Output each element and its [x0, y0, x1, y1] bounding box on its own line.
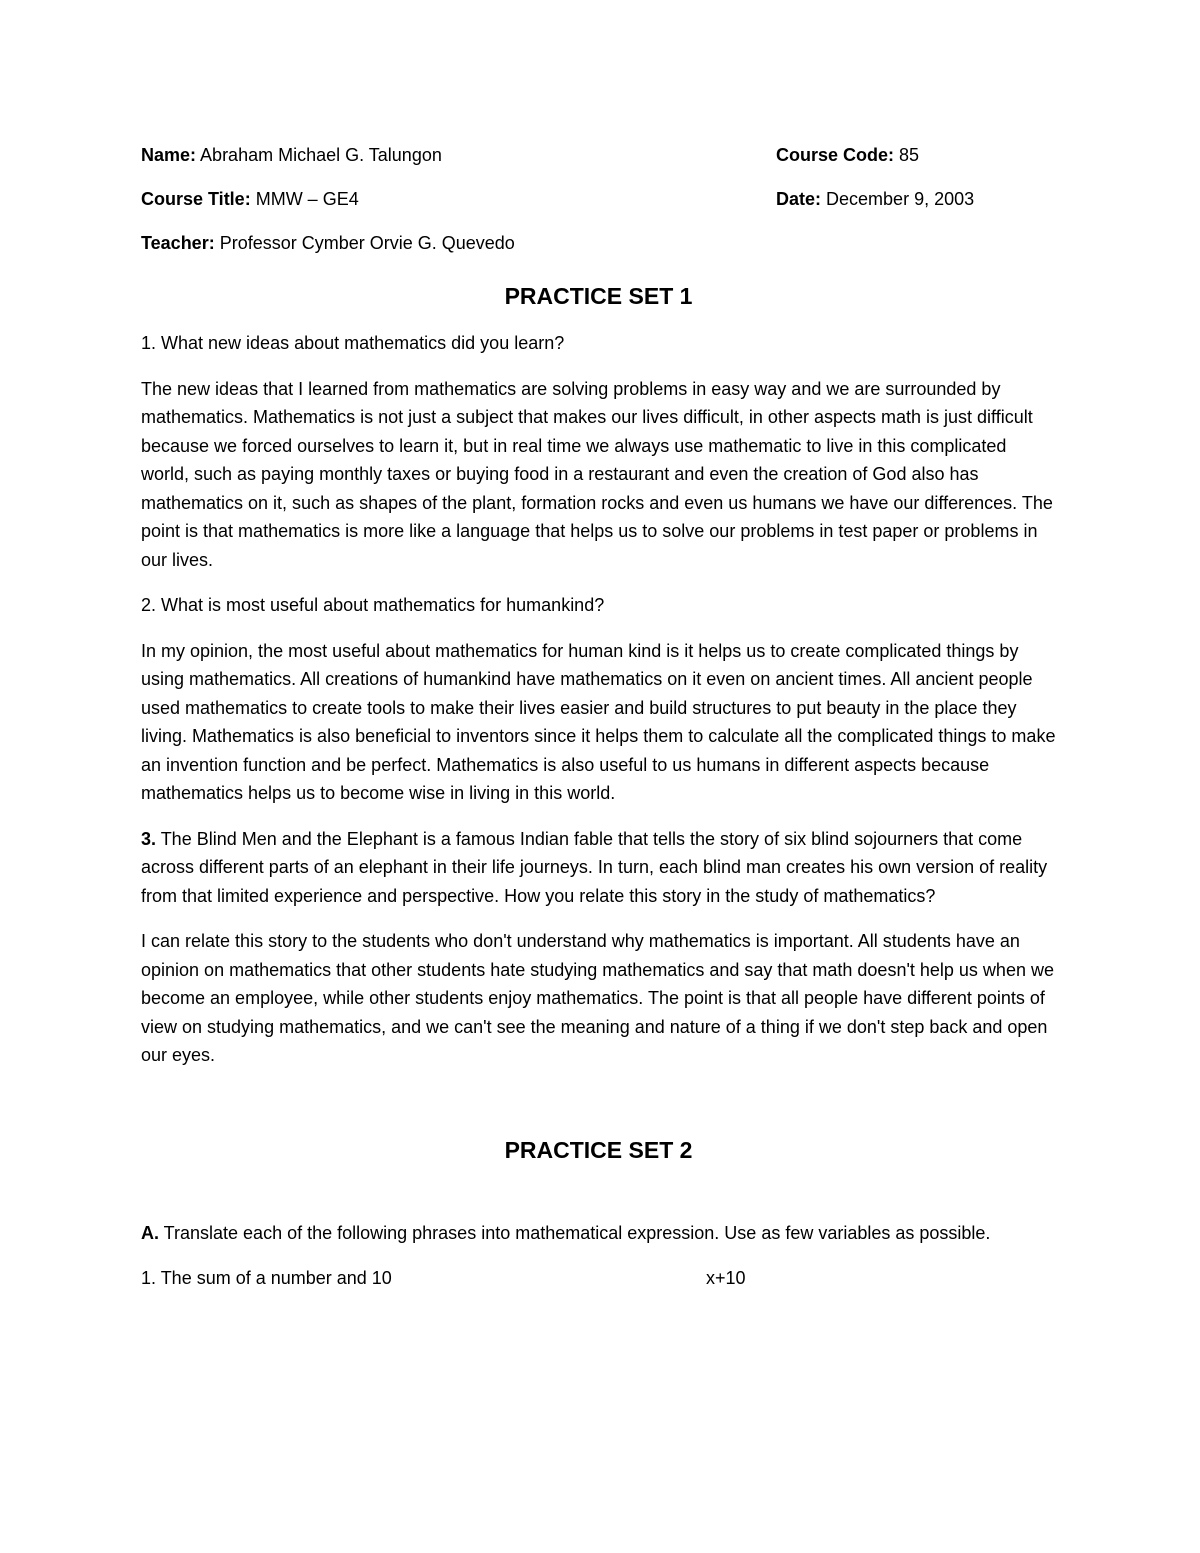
practice-set-1-title: PRACTICE SET 1 [504, 283, 693, 309]
teacher-field [141, 232, 515, 254]
header-row-2 [141, 188, 1056, 210]
course-code-label: Course Code: [776, 145, 895, 165]
part-a-label: A. [141, 1222, 159, 1243]
part-a-text: Translate each of the following phrases into mathematical expression. Use as few variables as possible. [159, 1222, 991, 1243]
question-3 [141, 825, 1056, 911]
answer-3: I can relate this story to the students who don't understand why mathematics is important. All students have an opinion on mathematics that other students hate studying mathematics and say that math doesn't help us when we become an employee, while other students enjoy mathematics. The point is that all people have different points of view on studying mathematics, and we can't see the meaning and nature of a thing if we don't step back and open our eyes. [141, 931, 1054, 1065]
course-title-value: MMW – GE4 [255, 189, 359, 209]
teacher-label: Teacher: [141, 233, 215, 253]
answer-2: In my opinion, the most useful about mathematics for human kind is it helps us to create complicated things by using mathematics. All creations of humankind have mathematics on it even on ancient times. All ancient people used mathematics to create tools to make their lives easier and build structures to put beauty in the place they living. Mathematics is also beneficial to inventors since it helps them to calculate all the complicated things to make an invention function and be perfect. Mathematics is also useful to us humans in different aspects because mathematics helps us to become wise in living in this world. [141, 640, 1056, 803]
name-value: Abraham Michael G. Talungon [200, 145, 442, 165]
question-1: 1. What new ideas about mathematics did you learn? [141, 333, 565, 353]
teacher-value: Professor Cymber Orvie G. Quevedo [219, 233, 515, 253]
name-label: Name: [141, 145, 197, 165]
header-row-1 [141, 144, 1056, 166]
header-row-3 [141, 232, 1056, 254]
date-value: December 9, 2003 [826, 189, 975, 209]
part-a-instructions [141, 1219, 1056, 1248]
date-label: Date: [776, 189, 822, 209]
answer-1: The new ideas that I learned from mathematics are solving problems in easy way and we are surrounded by mathematics. Mathematics is not just a subject that makes our lives difficult, in other aspects math is just difficult because we forced ourselves to learn it, but in real time we always use mathematic to live in this complicated world, such as paying monthly taxes or buying food in a restaurant and even the creation of God also has mathematics on it, such as shapes of the plant, formation rocks and even us humans we have our differences. The point is that mathematics is more like a language that helps us to solve our problems in test paper or problems in our lives. [141, 378, 1053, 570]
item-phrase: 1. The sum of a number and 10 [141, 1268, 392, 1288]
date-field [776, 188, 974, 210]
course-code-value: 85 [899, 145, 920, 165]
list-item [141, 1264, 1056, 1292]
name-field [141, 144, 442, 166]
course-title-label: Course Title: [141, 189, 251, 209]
document-header [141, 0, 1056, 254]
practice-set-2-title: PRACTICE SET 2 [504, 1136, 693, 1163]
item-expression: x+10 [706, 1268, 746, 1288]
question-3-text: The Blind Men and the Elephant is a famous Indian fable that tells the story of six blind sojourners that come across different parts of an elephant in their life journeys. In turn, each blind man creates his own version of reality from that limited experience and perspective. How you relate this story in the study of mathematics? [141, 828, 1048, 906]
question-3-number: 3. [141, 828, 157, 849]
course-title-field [141, 188, 359, 210]
course-code-field [776, 144, 919, 166]
question-2: 2. What is most useful about mathematics for humankind? [141, 595, 605, 615]
